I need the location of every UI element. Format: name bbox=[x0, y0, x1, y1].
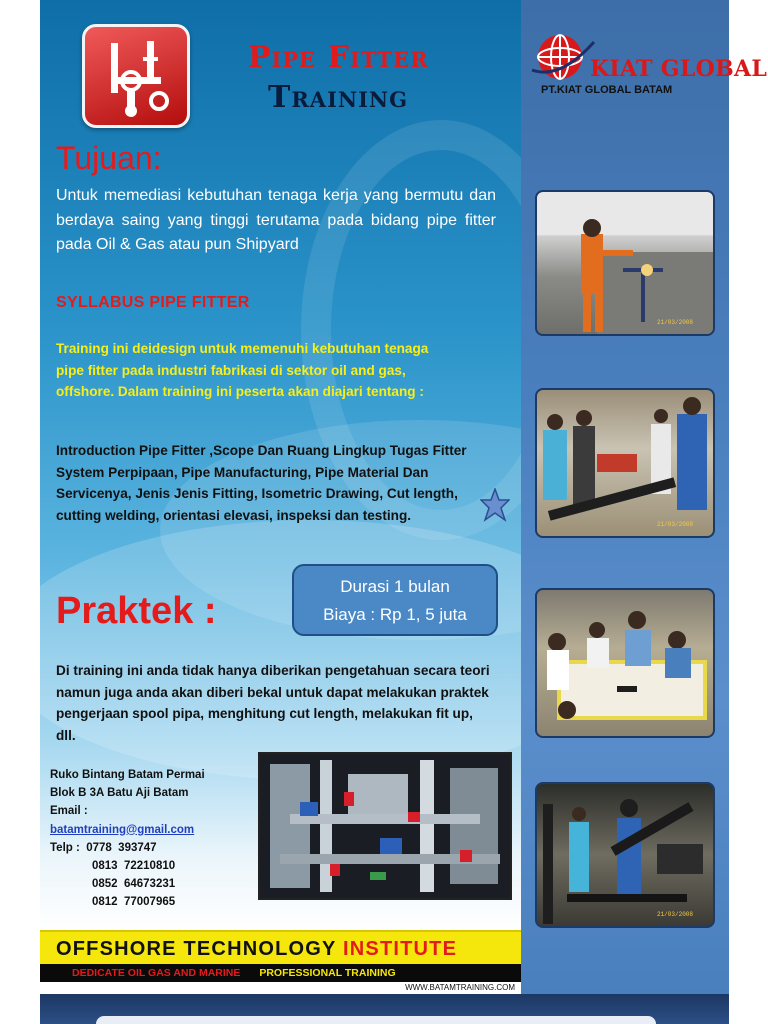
star-badge-icon bbox=[480, 488, 510, 528]
syllabus-intro: Training ini deidesign untuk memenuhi kebutuhan tenaga pipe fitter pada industri fabrikasi di sektor oil and gas, offshore. Dalam training ini peserta akan diajari tentang : bbox=[56, 341, 429, 399]
phone-number: 0813 72210810 bbox=[92, 860, 176, 873]
phone-number: 0812 77007965 bbox=[92, 896, 176, 909]
website-url[interactable]: WWW.BATAMTRAINING.COM bbox=[40, 982, 521, 994]
title-line-2: Training bbox=[268, 80, 409, 115]
institute-banner bbox=[40, 930, 521, 964]
bottom-bar bbox=[40, 994, 729, 1024]
globe-logo-icon bbox=[530, 30, 596, 84]
pipe-practice-photo bbox=[535, 782, 715, 928]
phone-number: 0852 64673231 bbox=[92, 878, 176, 891]
brand-name: KIAT GLOBAL bbox=[590, 56, 768, 82]
address-line-1: Ruko Bintang Batam Permai bbox=[50, 769, 205, 781]
institute-highlight: INSTITUTE bbox=[343, 938, 458, 960]
pipe-valve-logo-icon bbox=[82, 24, 190, 128]
group-training-photo bbox=[535, 388, 715, 538]
email-label: Email : bbox=[50, 805, 88, 818]
bottom-tab bbox=[96, 1016, 656, 1024]
course-info-box bbox=[292, 564, 498, 636]
photo-date-stamp: 21/03/2008 bbox=[656, 911, 693, 918]
pipe-machine-photo bbox=[258, 752, 512, 900]
contact-block bbox=[50, 766, 250, 912]
course-duration: Durasi 1 bulan bbox=[340, 577, 450, 596]
syllabus-topics-line-1: Introduction Pipe Fitter ,Scope Dan Ruang Lingkup Tugas Fitter bbox=[56, 443, 467, 458]
praktek-heading: Praktek : bbox=[56, 590, 217, 632]
photo-date-stamp: 21/03/2008 bbox=[656, 319, 693, 326]
brand-subtitle: PT.KIAT GLOBAL BATAM bbox=[541, 84, 673, 96]
tagline-yellow: PROFESSIONAL TRAINING bbox=[259, 967, 396, 979]
tagline-red: DEDICATE OIL GAS AND MARINE bbox=[72, 967, 241, 979]
photo-date-stamp: 21/03/2008 bbox=[656, 521, 693, 528]
institute-name: OFFSHORE TECHNOLOGY bbox=[56, 938, 337, 960]
phone-number: 0778 393747 bbox=[86, 841, 157, 854]
praktek-paragraph: Di training ini anda tidak hanya diberikan pengetahuan secara teori namun juga anda akan diberi bekal untuk dapat melakukan praktek pengerjaan spool pipa, menghitung cut length, melakukan fit up, dll. bbox=[56, 663, 490, 743]
syllabus-topics-line-2: System Perpipaan, Pipe Manufacturing, Pipe Material Dan Servicenya, Jenis Jenis Fitting, Isometric Drawing, Cut length, cutting welding, orientasi elevasi, inspeksi dan testing. bbox=[56, 464, 458, 523]
title-line-1: Pipe Fitter bbox=[248, 40, 429, 75]
tagline-strip bbox=[40, 964, 521, 982]
syllabus-heading: SYLLABUS PIPE FITTER bbox=[56, 294, 250, 311]
welding-photo bbox=[535, 190, 715, 336]
phone-row bbox=[50, 839, 250, 857]
phone-label: Telp : bbox=[50, 841, 80, 854]
syllabus-topics bbox=[56, 440, 476, 526]
tujuan-heading: Tujuan: bbox=[56, 140, 162, 176]
email-link[interactable]: batamtraining@gmail.com bbox=[50, 823, 195, 836]
flyer-main-panel bbox=[40, 0, 521, 930]
classroom-drawing-photo bbox=[535, 588, 715, 738]
course-cost: Biaya : Rp 1, 5 juta bbox=[323, 605, 467, 624]
address-line-2: Blok B 3A Batu Aji Batam bbox=[50, 787, 189, 800]
tujuan-paragraph: Untuk memediasi kebutuhan tenaga kerja yang bermutu dan berdaya saing yang tinggi terutama pada bidang pipe fitter pada Oil & Gas atau pun Shipyard bbox=[56, 187, 496, 253]
